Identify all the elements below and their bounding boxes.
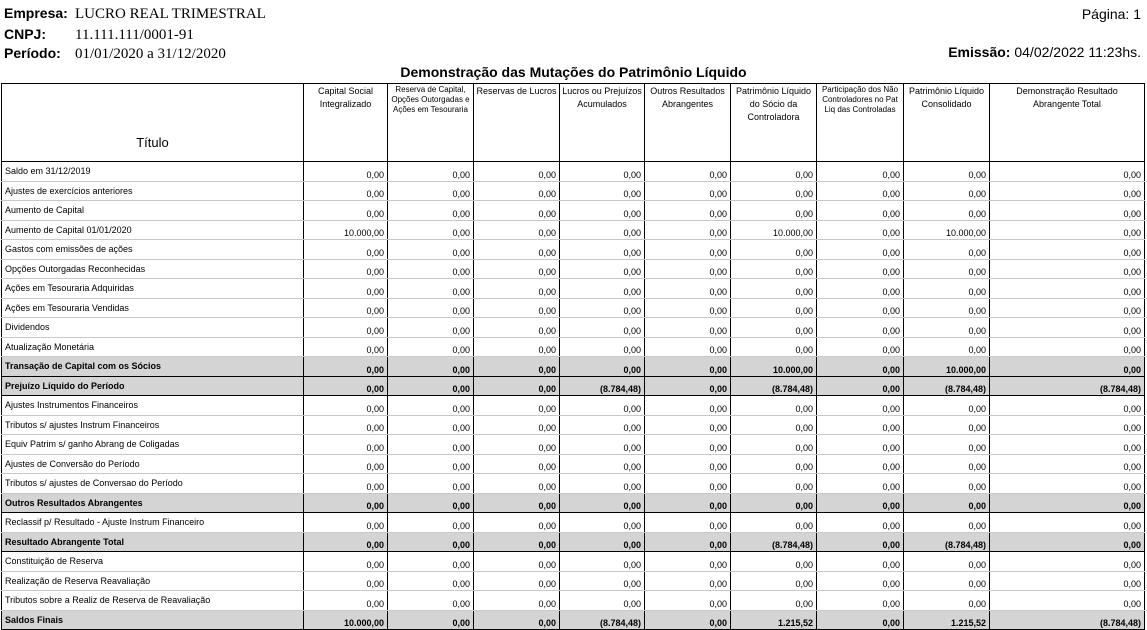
cell-value: 0,00 bbox=[731, 259, 817, 279]
cell-value: 0,00 bbox=[817, 259, 904, 279]
cell-value: 0,00 bbox=[474, 396, 560, 416]
cell-value: 0,00 bbox=[388, 610, 474, 630]
cell-value: 0,00 bbox=[731, 591, 817, 611]
cell-value: 0,00 bbox=[304, 181, 388, 201]
cell-value: 0,00 bbox=[731, 415, 817, 435]
cell-value: 0,00 bbox=[990, 513, 1145, 533]
cell-value: 0,00 bbox=[904, 240, 990, 260]
cell-value: 0,00 bbox=[560, 240, 645, 260]
emissao-line bbox=[948, 44, 1141, 60]
cell-value: 0,00 bbox=[990, 552, 1145, 572]
row-label: Tributos s/ ajustes de Conversao do Período bbox=[2, 474, 304, 494]
cell-value: 0,00 bbox=[560, 337, 645, 357]
cell-value: 0,00 bbox=[560, 571, 645, 591]
row-label: Aumento de Capital bbox=[2, 201, 304, 221]
cell-value: 0,00 bbox=[388, 337, 474, 357]
cell-value: 0,00 bbox=[304, 454, 388, 474]
cell-value: 0,00 bbox=[645, 571, 731, 591]
cell-value: 0,00 bbox=[474, 259, 560, 279]
cell-value: 0,00 bbox=[474, 279, 560, 299]
table-row bbox=[2, 396, 1145, 416]
cell-value: 0,00 bbox=[990, 454, 1145, 474]
cell-value: 0,00 bbox=[388, 513, 474, 533]
cell-value: 0,00 bbox=[645, 259, 731, 279]
cell-value: 0,00 bbox=[474, 571, 560, 591]
cell-value: 0,00 bbox=[304, 513, 388, 533]
table-row bbox=[2, 201, 1145, 221]
table-row bbox=[2, 454, 1145, 474]
cell-value: 0,00 bbox=[560, 513, 645, 533]
cnpj-label: CNPJ: bbox=[4, 26, 47, 42]
cell-value: 0,00 bbox=[388, 532, 474, 552]
cell-value: 1.215,52 bbox=[731, 610, 817, 630]
cell-value: 0,00 bbox=[645, 513, 731, 533]
cell-value: 0,00 bbox=[904, 415, 990, 435]
cell-value: 0,00 bbox=[474, 610, 560, 630]
cell-value: 0,00 bbox=[474, 298, 560, 318]
periodo-label: Período: bbox=[4, 45, 61, 61]
cell-value: 0,00 bbox=[560, 201, 645, 221]
empresa-line bbox=[4, 4, 266, 23]
cell-value: 0,00 bbox=[560, 396, 645, 416]
cell-value: 0,00 bbox=[817, 181, 904, 201]
cell-value: 0,00 bbox=[990, 396, 1145, 416]
row-label: Outros Resultados Abrangentes bbox=[2, 493, 304, 513]
cell-value: 0,00 bbox=[731, 571, 817, 591]
cell-value: 0,00 bbox=[731, 513, 817, 533]
row-label: Gastos com emissões de ações bbox=[2, 240, 304, 260]
page-number: Página: 1 bbox=[1081, 6, 1141, 22]
cell-value: 0,00 bbox=[388, 220, 474, 240]
cell-value: 0,00 bbox=[731, 435, 817, 455]
cell-value: 0,00 bbox=[645, 454, 731, 474]
table-row bbox=[2, 435, 1145, 455]
cell-value: 0,00 bbox=[304, 201, 388, 221]
cell-value: 0,00 bbox=[560, 298, 645, 318]
cell-value: 0,00 bbox=[990, 259, 1145, 279]
cell-value: 0,00 bbox=[817, 552, 904, 572]
table-row bbox=[2, 279, 1145, 299]
cell-value: 1.215,52 bbox=[904, 610, 990, 630]
cell-value: 10.000,00 bbox=[731, 220, 817, 240]
cell-value: 0,00 bbox=[560, 591, 645, 611]
row-label: Ajustes Instrumentos Financeiros bbox=[2, 396, 304, 416]
cell-value: 0,00 bbox=[817, 220, 904, 240]
cell-value: 10.000,00 bbox=[904, 220, 990, 240]
cell-value: 0,00 bbox=[817, 474, 904, 494]
empresa-value: LUCRO REAL TRIMESTRAL bbox=[75, 6, 266, 22]
cell-value: 0,00 bbox=[817, 591, 904, 611]
cell-value: 0,00 bbox=[474, 552, 560, 572]
cell-value: 0,00 bbox=[645, 318, 731, 338]
cell-value: 0,00 bbox=[560, 357, 645, 377]
cell-value: 0,00 bbox=[817, 376, 904, 396]
cell-value: 0,00 bbox=[817, 396, 904, 416]
cell-value: 0,00 bbox=[388, 318, 474, 338]
cell-value: 0,00 bbox=[388, 376, 474, 396]
cell-value: 0,00 bbox=[645, 591, 731, 611]
cell-value: 0,00 bbox=[817, 318, 904, 338]
cell-value: 0,00 bbox=[817, 162, 904, 182]
cell-value: 0,00 bbox=[388, 591, 474, 611]
cell-value: 0,00 bbox=[645, 240, 731, 260]
table-row bbox=[2, 318, 1145, 338]
cell-value: 0,00 bbox=[990, 474, 1145, 494]
table-total-row bbox=[2, 532, 1145, 552]
mutacoes-table bbox=[1, 83, 1145, 630]
cell-value: 10.000,00 bbox=[731, 357, 817, 377]
cell-value: 0,00 bbox=[474, 240, 560, 260]
empresa-label: Empresa: bbox=[4, 5, 68, 21]
col-header-reserva-capital: Reserva de Capital, Opções Outorgadas e Ações em Tesouraria bbox=[388, 84, 474, 162]
table-row bbox=[2, 591, 1145, 611]
cell-value: 0,00 bbox=[817, 454, 904, 474]
table-row bbox=[2, 220, 1145, 240]
cell-value: (8.784,48) bbox=[560, 376, 645, 396]
cell-value: 0,00 bbox=[388, 493, 474, 513]
row-label: Opções Outorgadas Reconhecidas bbox=[2, 259, 304, 279]
cell-value: 0,00 bbox=[904, 298, 990, 318]
cell-value: 0,00 bbox=[388, 357, 474, 377]
cell-value: 0,00 bbox=[560, 454, 645, 474]
cell-value: 0,00 bbox=[990, 279, 1145, 299]
table-total-row bbox=[2, 376, 1145, 396]
cell-value: 0,00 bbox=[904, 454, 990, 474]
cell-value: 0,00 bbox=[304, 532, 388, 552]
col-header-pl-consolidado: Patrimônio Líquido Consolidado bbox=[904, 84, 990, 162]
cell-value: 10.000,00 bbox=[304, 610, 388, 630]
cell-value: 0,00 bbox=[304, 240, 388, 260]
cell-value: 0,00 bbox=[388, 454, 474, 474]
cell-value: 0,00 bbox=[474, 532, 560, 552]
cell-value: 0,00 bbox=[645, 610, 731, 630]
cell-value: 0,00 bbox=[474, 513, 560, 533]
row-label: Realização de Reserva Reavaliação bbox=[2, 571, 304, 591]
row-label: Dividendos bbox=[2, 318, 304, 338]
cell-value: 0,00 bbox=[388, 298, 474, 318]
row-label: Resultado Abrangente Total bbox=[2, 532, 304, 552]
cnpj-line bbox=[4, 25, 194, 44]
cell-value: 0,00 bbox=[904, 201, 990, 221]
row-label: Ajustes de Conversão do Período bbox=[2, 454, 304, 474]
col-header-capital-social: Capital Social Integralizado bbox=[304, 84, 388, 162]
cell-value: 0,00 bbox=[904, 318, 990, 338]
col-header-lucros-prejuizos: Lucros ou Prejuízos Acumulados bbox=[560, 84, 645, 162]
cell-value: 0,00 bbox=[990, 357, 1145, 377]
cell-value: 0,00 bbox=[731, 396, 817, 416]
cell-value: 0,00 bbox=[304, 357, 388, 377]
cell-value: 0,00 bbox=[817, 240, 904, 260]
cell-value: 0,00 bbox=[560, 162, 645, 182]
cell-value: 0,00 bbox=[474, 376, 560, 396]
cell-value: 0,00 bbox=[388, 571, 474, 591]
cell-value: 0,00 bbox=[731, 181, 817, 201]
cell-value: 0,00 bbox=[731, 493, 817, 513]
cell-value: 0,00 bbox=[817, 435, 904, 455]
cell-value: 0,00 bbox=[304, 318, 388, 338]
cell-value: 0,00 bbox=[388, 279, 474, 299]
row-label: Atualização Monetária bbox=[2, 337, 304, 357]
cell-value: 0,00 bbox=[817, 279, 904, 299]
table-row bbox=[2, 298, 1145, 318]
cell-value: 0,00 bbox=[474, 220, 560, 240]
cell-value: 0,00 bbox=[645, 279, 731, 299]
cell-value: 0,00 bbox=[990, 162, 1145, 182]
emissao-label: Emissão: bbox=[948, 44, 1011, 60]
table-row bbox=[2, 162, 1145, 182]
cell-value: 0,00 bbox=[990, 240, 1145, 260]
cell-value: 0,00 bbox=[817, 415, 904, 435]
cell-value: 0,00 bbox=[474, 474, 560, 494]
cell-value: 0,00 bbox=[645, 396, 731, 416]
cell-value: 0,00 bbox=[731, 318, 817, 338]
row-label: Reclassif p/ Resultado - Ajuste Instrum Financeiro bbox=[2, 513, 304, 533]
cell-value: 0,00 bbox=[645, 376, 731, 396]
row-label: Saldo em 31/12/2019 bbox=[2, 162, 304, 182]
cell-value: 0,00 bbox=[645, 201, 731, 221]
cell-value: 0,00 bbox=[817, 493, 904, 513]
table-row bbox=[2, 181, 1145, 201]
cell-value: 0,00 bbox=[990, 571, 1145, 591]
table-row bbox=[2, 571, 1145, 591]
cell-value: 0,00 bbox=[474, 181, 560, 201]
col-header-outros-resultados: Outros Resultados Abrangentes bbox=[645, 84, 731, 162]
cell-value: 0,00 bbox=[990, 337, 1145, 357]
cell-value: 0,00 bbox=[560, 493, 645, 513]
cell-value: 0,00 bbox=[560, 552, 645, 572]
col-header-reservas-lucros: Reservas de Lucros bbox=[474, 84, 560, 162]
cell-value: (8.784,48) bbox=[731, 376, 817, 396]
cell-value: 0,00 bbox=[731, 201, 817, 221]
cell-value: 0,00 bbox=[904, 474, 990, 494]
cell-value: 0,00 bbox=[560, 181, 645, 201]
cell-value: 0,00 bbox=[731, 454, 817, 474]
cell-value: 0,00 bbox=[904, 552, 990, 572]
cell-value: 0,00 bbox=[560, 415, 645, 435]
cell-value: 0,00 bbox=[731, 552, 817, 572]
cell-value: 0,00 bbox=[304, 571, 388, 591]
table-total-row bbox=[2, 493, 1145, 513]
cell-value: 0,00 bbox=[474, 454, 560, 474]
report-title: Demonstração das Mutações do Patrimônio Líquido bbox=[400, 64, 747, 80]
cell-value: 0,00 bbox=[388, 181, 474, 201]
cell-value: 0,00 bbox=[388, 162, 474, 182]
cell-value: 0,00 bbox=[904, 162, 990, 182]
cell-value: (8.784,48) bbox=[560, 610, 645, 630]
row-label: Prejuízo Líquido do Período bbox=[2, 376, 304, 396]
cell-value: 0,00 bbox=[560, 474, 645, 494]
cell-value: 0,00 bbox=[817, 357, 904, 377]
cell-value: 0,00 bbox=[474, 435, 560, 455]
cell-value: 0,00 bbox=[904, 396, 990, 416]
table-total-row bbox=[2, 610, 1145, 630]
cell-value: 0,00 bbox=[474, 357, 560, 377]
cnpj-value: 11.111.111/0001-91 bbox=[75, 27, 194, 43]
cell-value: 10.000,00 bbox=[904, 357, 990, 377]
cell-value: 0,00 bbox=[731, 240, 817, 260]
col-header-nao-controladores: Participação dos Não Controladores no Pat Liq das Controladas bbox=[817, 84, 904, 162]
row-label: Saldos Finais bbox=[2, 610, 304, 630]
cell-value: 0,00 bbox=[904, 279, 990, 299]
header-row bbox=[2, 84, 1145, 162]
cell-value: 0,00 bbox=[817, 201, 904, 221]
cell-value: 0,00 bbox=[474, 162, 560, 182]
cell-value: 0,00 bbox=[990, 220, 1145, 240]
cell-value: 0,00 bbox=[304, 552, 388, 572]
row-label: Constituição de Reserva bbox=[2, 552, 304, 572]
row-label: Ações em Tesouraria Vendidas bbox=[2, 298, 304, 318]
cell-value: 0,00 bbox=[645, 298, 731, 318]
emissao-value: 04/02/2022 11:23hs. bbox=[1014, 44, 1141, 60]
cell-value: 0,00 bbox=[990, 415, 1145, 435]
cell-value: 0,00 bbox=[990, 181, 1145, 201]
cell-value: (8.784,48) bbox=[990, 376, 1145, 396]
cell-value: 0,00 bbox=[304, 474, 388, 494]
cell-value: 0,00 bbox=[904, 337, 990, 357]
cell-value: 0,00 bbox=[645, 474, 731, 494]
cell-value: (8.784,48) bbox=[731, 532, 817, 552]
cell-value: 0,00 bbox=[388, 435, 474, 455]
cell-value: 0,00 bbox=[817, 571, 904, 591]
table-total-row bbox=[2, 357, 1145, 377]
cell-value: 0,00 bbox=[817, 337, 904, 357]
cell-value: 0,00 bbox=[474, 337, 560, 357]
cell-value: 0,00 bbox=[990, 591, 1145, 611]
cell-value: 0,00 bbox=[304, 162, 388, 182]
cell-value: 0,00 bbox=[474, 318, 560, 338]
cell-value: 0,00 bbox=[990, 318, 1145, 338]
row-label: Aumento de Capital 01/01/2020 bbox=[2, 220, 304, 240]
cell-value: 0,00 bbox=[388, 552, 474, 572]
cell-value: 0,00 bbox=[388, 415, 474, 435]
cell-value: 0,00 bbox=[731, 279, 817, 299]
cell-value: 0,00 bbox=[817, 532, 904, 552]
col-header-titulo: Título bbox=[2, 84, 304, 162]
cell-value: 0,00 bbox=[560, 435, 645, 455]
cell-value: 0,00 bbox=[645, 532, 731, 552]
cell-value: 0,00 bbox=[990, 532, 1145, 552]
cell-value: 0,00 bbox=[474, 493, 560, 513]
cell-value: 0,00 bbox=[817, 513, 904, 533]
cell-value: 0,00 bbox=[560, 259, 645, 279]
cell-value: 0,00 bbox=[560, 318, 645, 338]
cell-value: 0,00 bbox=[388, 474, 474, 494]
col-header-resultado-abrangente: Demonstração Resultado Abrangente Total bbox=[990, 84, 1145, 162]
cell-value: 0,00 bbox=[645, 357, 731, 377]
cell-value: 0,00 bbox=[304, 259, 388, 279]
cell-value: 0,00 bbox=[645, 162, 731, 182]
cell-value: 0,00 bbox=[304, 493, 388, 513]
cell-value: 0,00 bbox=[904, 591, 990, 611]
cell-value: 0,00 bbox=[990, 298, 1145, 318]
cell-value: 0,00 bbox=[304, 396, 388, 416]
cell-value: 0,00 bbox=[817, 298, 904, 318]
cell-value: 0,00 bbox=[645, 220, 731, 240]
cell-value: 0,00 bbox=[560, 532, 645, 552]
cell-value: 0,00 bbox=[990, 493, 1145, 513]
cell-value: 10.000,00 bbox=[304, 220, 388, 240]
cell-value: 0,00 bbox=[474, 201, 560, 221]
cell-value: 0,00 bbox=[645, 552, 731, 572]
row-label: Ações em Tesouraria Adquiridas bbox=[2, 279, 304, 299]
cell-value: 0,00 bbox=[645, 415, 731, 435]
cell-value: 0,00 bbox=[990, 435, 1145, 455]
cell-value: 0,00 bbox=[731, 474, 817, 494]
cell-value: 0,00 bbox=[304, 435, 388, 455]
row-label: Tributos sobre a Realiz de Reserva de Reavaliação bbox=[2, 591, 304, 611]
cell-value: 0,00 bbox=[474, 591, 560, 611]
cell-value: 0,00 bbox=[645, 337, 731, 357]
cell-value: 0,00 bbox=[731, 298, 817, 318]
periodo-value: 01/01/2020 a 31/12/2020 bbox=[75, 46, 226, 62]
cell-value: 0,00 bbox=[560, 279, 645, 299]
cell-value: (8.784,48) bbox=[990, 610, 1145, 630]
table-row bbox=[2, 552, 1145, 572]
cell-value: 0,00 bbox=[904, 181, 990, 201]
cell-value: 0,00 bbox=[304, 591, 388, 611]
cell-value: 0,00 bbox=[904, 435, 990, 455]
cell-value: 0,00 bbox=[645, 181, 731, 201]
cell-value: 0,00 bbox=[388, 240, 474, 260]
row-label: Ajustes de exercícios anteriores bbox=[2, 181, 304, 201]
cell-value: 0,00 bbox=[990, 201, 1145, 221]
cell-value: (8.784,48) bbox=[904, 532, 990, 552]
col-header-pl-socio-controladora: Patrimônio Líquido do Sócio da Controladora bbox=[731, 84, 817, 162]
cell-value: 0,00 bbox=[388, 201, 474, 221]
periodo-line bbox=[4, 44, 226, 63]
cell-value: 0,00 bbox=[304, 298, 388, 318]
cell-value: 0,00 bbox=[904, 571, 990, 591]
cell-value: 0,00 bbox=[560, 220, 645, 240]
cell-value: 0,00 bbox=[388, 396, 474, 416]
table-row bbox=[2, 337, 1145, 357]
cell-value: 0,00 bbox=[817, 610, 904, 630]
table-row bbox=[2, 513, 1145, 533]
cell-value: 0,00 bbox=[731, 337, 817, 357]
table-row bbox=[2, 240, 1145, 260]
cell-value: (8.784,48) bbox=[904, 376, 990, 396]
table-row bbox=[2, 474, 1145, 494]
cell-value: 0,00 bbox=[904, 493, 990, 513]
table-row bbox=[2, 415, 1145, 435]
cell-value: 0,00 bbox=[304, 337, 388, 357]
cell-value: 0,00 bbox=[304, 279, 388, 299]
table-body bbox=[2, 162, 1145, 630]
row-label: Transação de Capital com os Sócios bbox=[2, 357, 304, 377]
cell-value: 0,00 bbox=[904, 513, 990, 533]
cell-value: 0,00 bbox=[304, 376, 388, 396]
row-label: Tributos s/ ajustes Instrum Financeiros bbox=[2, 415, 304, 435]
cell-value: 0,00 bbox=[388, 259, 474, 279]
cell-value: 0,00 bbox=[731, 162, 817, 182]
table-row bbox=[2, 259, 1145, 279]
cell-value: 0,00 bbox=[645, 493, 731, 513]
cell-value: 0,00 bbox=[304, 415, 388, 435]
cell-value: 0,00 bbox=[904, 259, 990, 279]
cell-value: 0,00 bbox=[645, 435, 731, 455]
cell-value: 0,00 bbox=[474, 415, 560, 435]
row-label: Equiv Patrim s/ ganho Abrang de Coligadas bbox=[2, 435, 304, 455]
